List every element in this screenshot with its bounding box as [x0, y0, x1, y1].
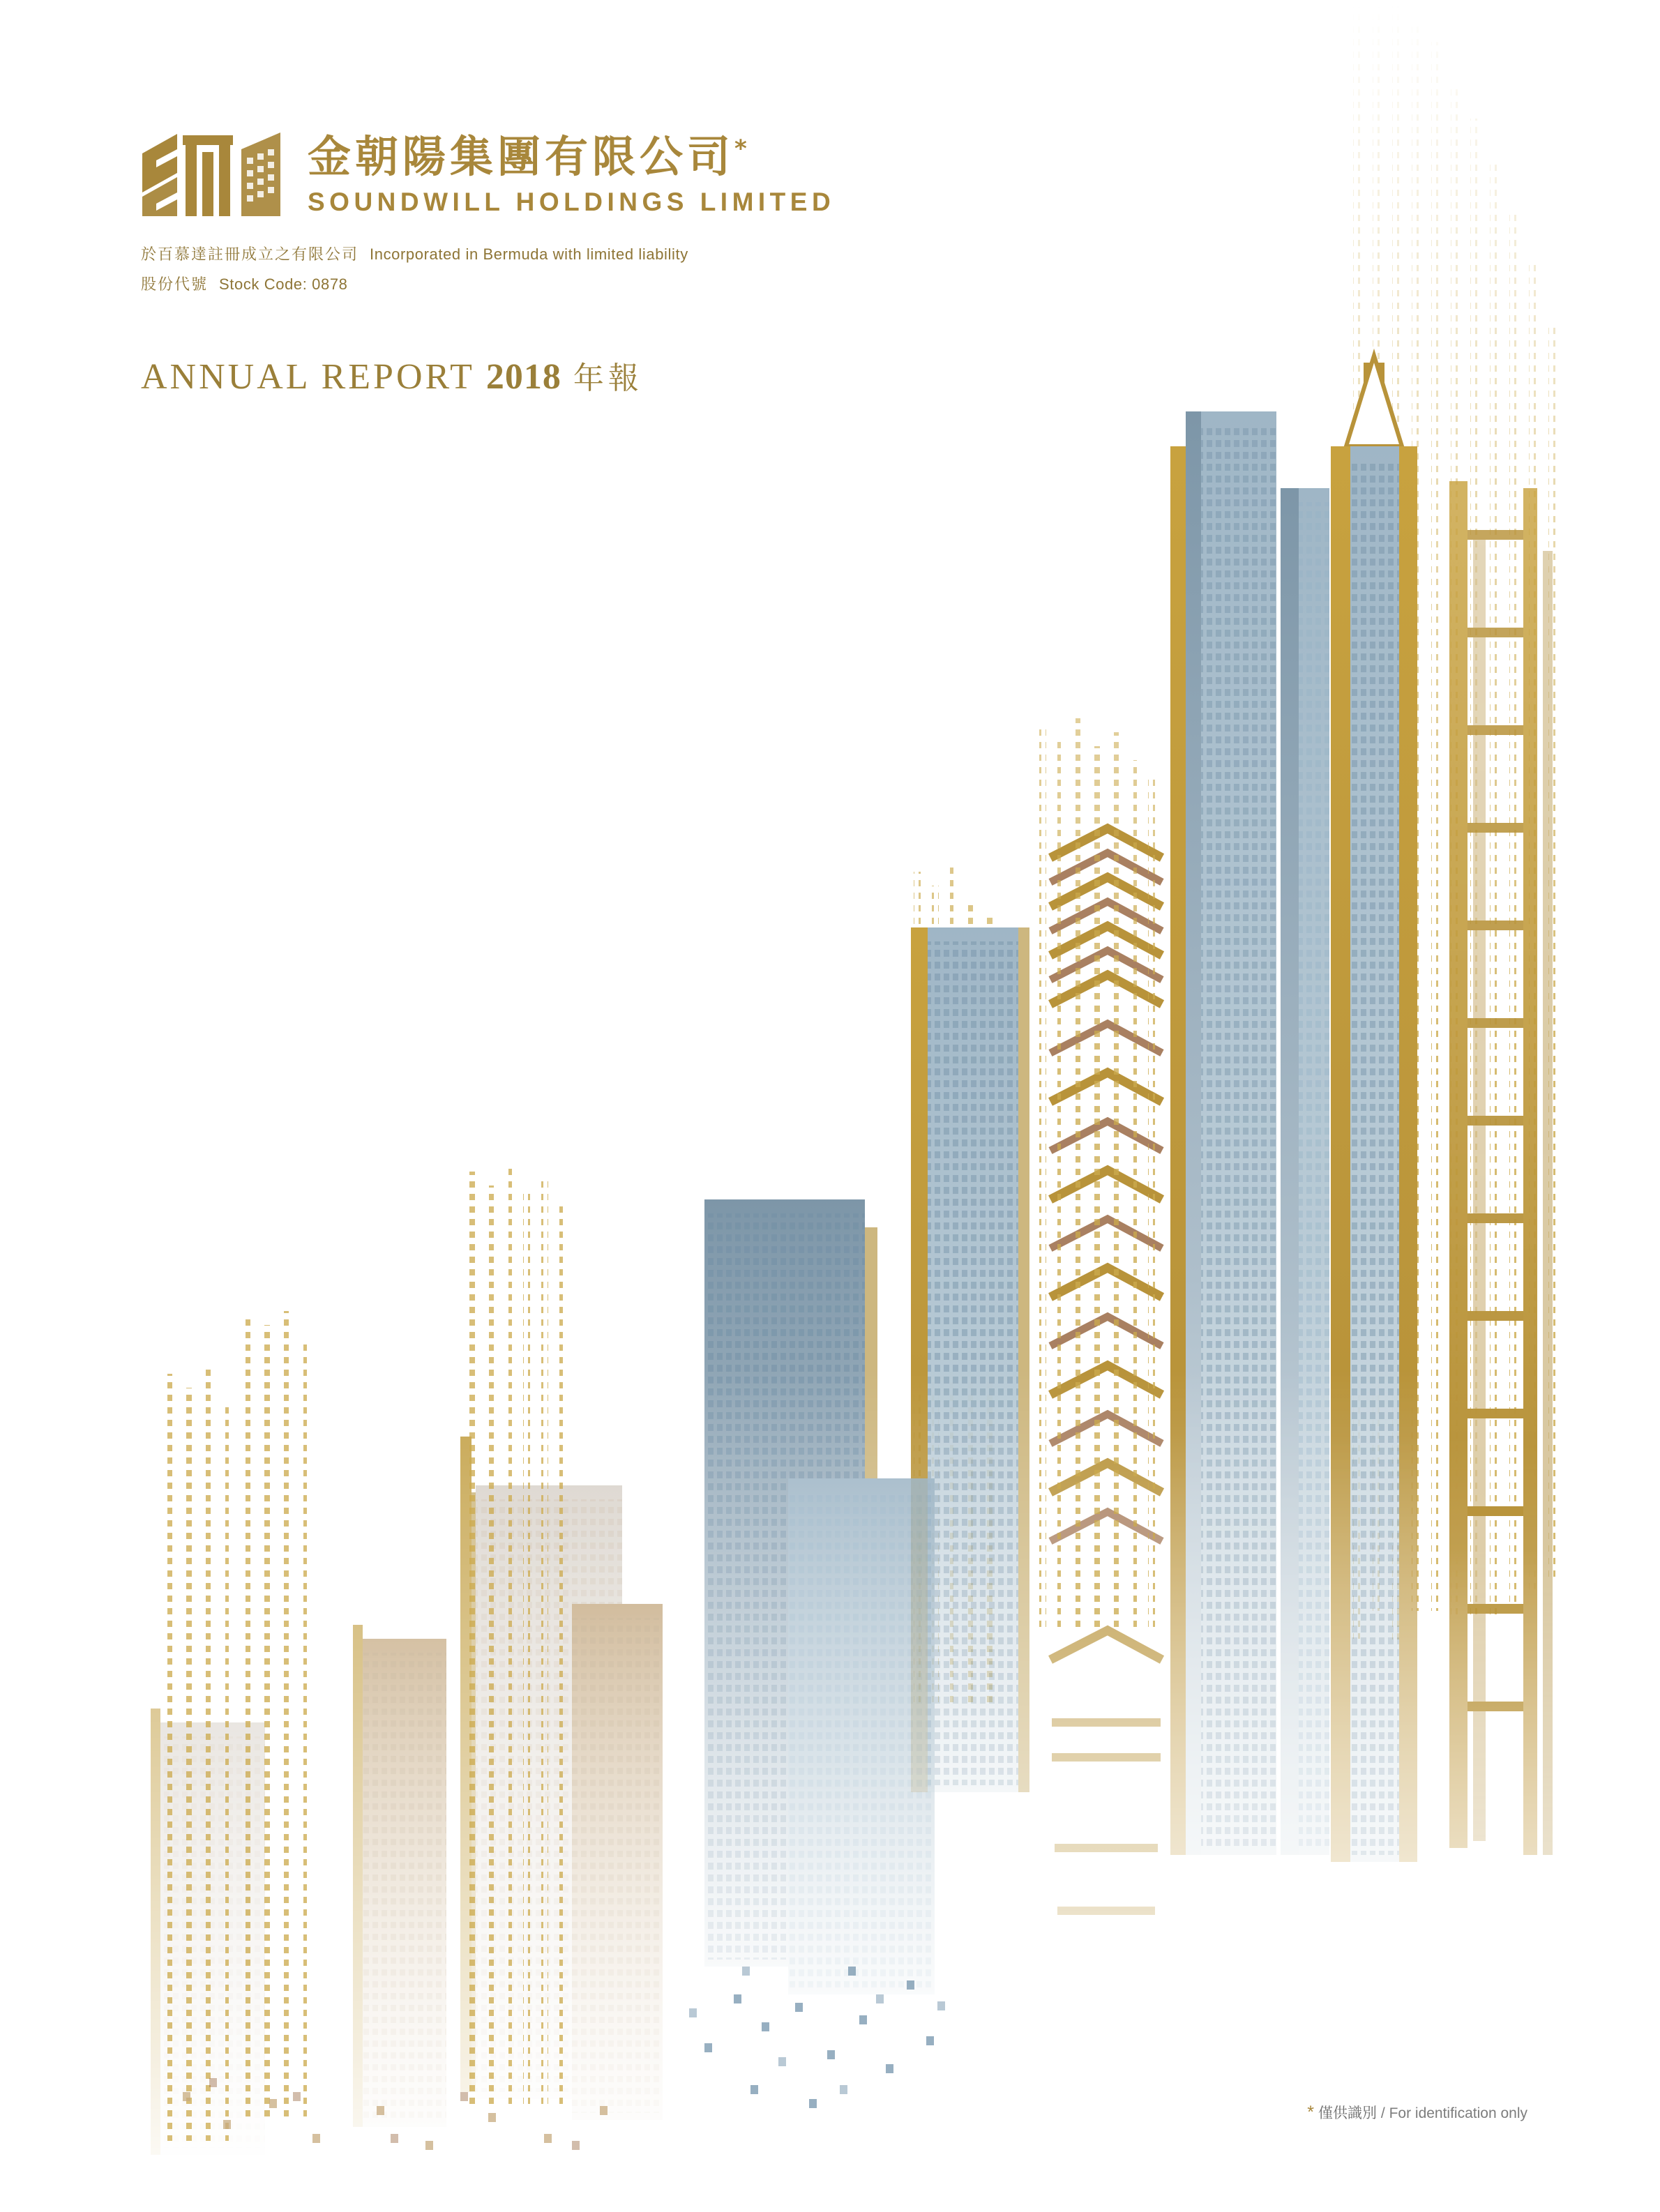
stock-code-chinese: 股份代號 [141, 275, 209, 294]
footnote-asterisk: * [1307, 2103, 1315, 2122]
company-name-block [308, 130, 835, 217]
company-name-english: SOUNDWILL HOLDINGS LIMITED [308, 188, 836, 217]
stock-code-line [141, 270, 1113, 300]
footnote-english: For identification only [1389, 2105, 1527, 2121]
report-title-year: 2018 [485, 356, 561, 397]
identification-footnote [1307, 2102, 1527, 2123]
stock-code-english: Stock Code: 0878 [219, 275, 348, 293]
footnote-chinese: 僅供識別 [1318, 2105, 1378, 2121]
company-name-chinese [308, 131, 835, 182]
company-name-asterisk: * [734, 135, 751, 163]
incorporation-block [141, 240, 1113, 300]
incorporation-english: Incorporated in Bermuda with limited liability [370, 245, 688, 263]
logo-row [137, 130, 1113, 220]
soundwill-sw-monogram-icon [137, 130, 287, 220]
company-name-chinese-text: 金朝陽集團有限公司 [308, 131, 735, 182]
page-title [141, 353, 1113, 397]
footnote-separator: / [1380, 2105, 1385, 2121]
report-title-english: ANNUAL REPORT [141, 356, 474, 397]
report-title-chinese: 年報 [573, 360, 643, 396]
incorporation-line [141, 240, 1113, 270]
incorporation-chinese: 於百慕達註冊成立之有限公司 [141, 246, 359, 264]
cover-header [137, 130, 1113, 397]
